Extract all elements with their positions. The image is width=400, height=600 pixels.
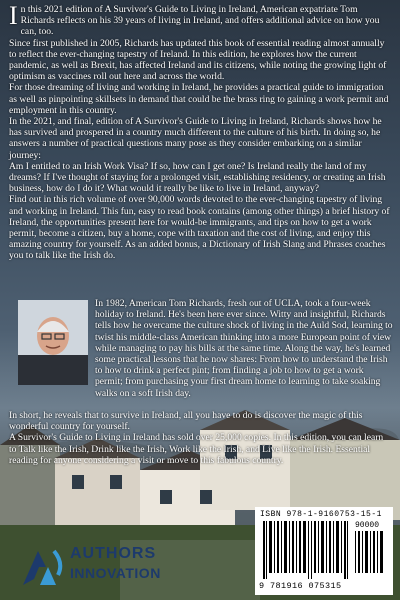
blurb-paragraph-6: Find out in this rich volume of over 90,000 words devoted to the ever-changing tapestry of living and working in Ireland. This fun, easy to read book contains (among other things) a brief history of Ireland, the opportunities present here for would-be immigrants, and tips on how to get a work permit, become a citizen, buy a home, cope with taxation and the cost of living, and enjoy this amazing country for yourself. As an added bonus, a Dictionary of Irish Slang and Phrases coaches you to talk like the Irish do. [9,194,390,262]
blurb-paragraph-3: For those dreaming of living and working in Ireland, he provides a practical guide to immigration as well as pinpointing skillsets in demand that could be the brass ring to gaining a work permit and employment in this country. [9,82,389,116]
author-bio [95,298,393,399]
isbn-barcode [255,507,393,595]
isbn-text: ISBN 978-1-9160753-15-1 [260,510,382,519]
barcode-digits: 9 781916 075315 [259,581,342,591]
bio-paragraph-1: In 1982, American Tom Richards, fresh out of UCLA, took a four-week holiday to Ireland. He's been here ever since. Witty and insightful, Richards tells how he overcame the culture shock of living in the Auld Sod, learning to twist his middle-class American thinking into a more European point of view while managing to pay his bills at the same time. Along the way, he's learned some practical lessons that he now shares: From how to understand the Irish to how to drink a perfect pint; from finding a job to how to get a work permit; from purchasing your first dream home to learning to take soaking walks on a soft Irish day. [95,298,393,399]
publisher-logo [20,545,161,589]
bio-paragraph-2: In short, he reveals that to survive in Ireland, all you have to do is discover the magic of this wonderful country for yourself. [9,410,363,433]
blurb-paragraph-1: In this 2021 edition of A Survivor's Guide to Living in Ireland, American expatriate Tom Richards reflects on his 39 years of living in Ireland, and offers additional advice on how you can, too. [9,1,380,38]
bio-paragraph-3: A Survivor's Guide to Living in Ireland has sold over 25,000 copies. In this edition, you can learn to Talk like the Irish, Drink like the Irish, Work like the Irish, and Live like the Irish. Essential reading for anyone considering a visit or move to this fabulous country. [9,432,384,466]
publisher-name-line1: AUTHORS [70,545,157,562]
blurb-paragraph-4: In the 2021, and final, edition of A Survivor's Guide to Living in Ireland, Richards shows how he has survived and prospered in a country much different to the culture of his birth. In doing so, he answers a number of practical questions many pose as they consider embarking on a similar journey: [9,116,382,161]
author-bio-more [9,410,392,466]
author-photo [18,300,88,385]
price-code: 90000 [355,521,380,530]
back-cover-blurb [9,1,392,262]
publisher-name-line2: INNOVATION [70,565,161,581]
blurb-paragraph-2: Since first published in 2005, Richards has updated this book of essential reading almost annually to reflect the ever-changing tapestry of Ireland. In this edition, he explores how the current pandemic, as well as Brexit, has affected Ireland and its citizens, while noting the growing light of optimism as vaccines roll out here and across the world. [9,37,387,83]
publisher-logo-icon [20,545,66,589]
blurb-paragraph-5: Am I entitled to an Irish Work Visa? If so, how can I get one? Is Ireland really the land of my dreams? If I've thought of staying for a prolonged visit, establishing residency, or creating an Irish business, how do I do it? What would it really be like to live in Ireland, anyway? [9,160,386,195]
